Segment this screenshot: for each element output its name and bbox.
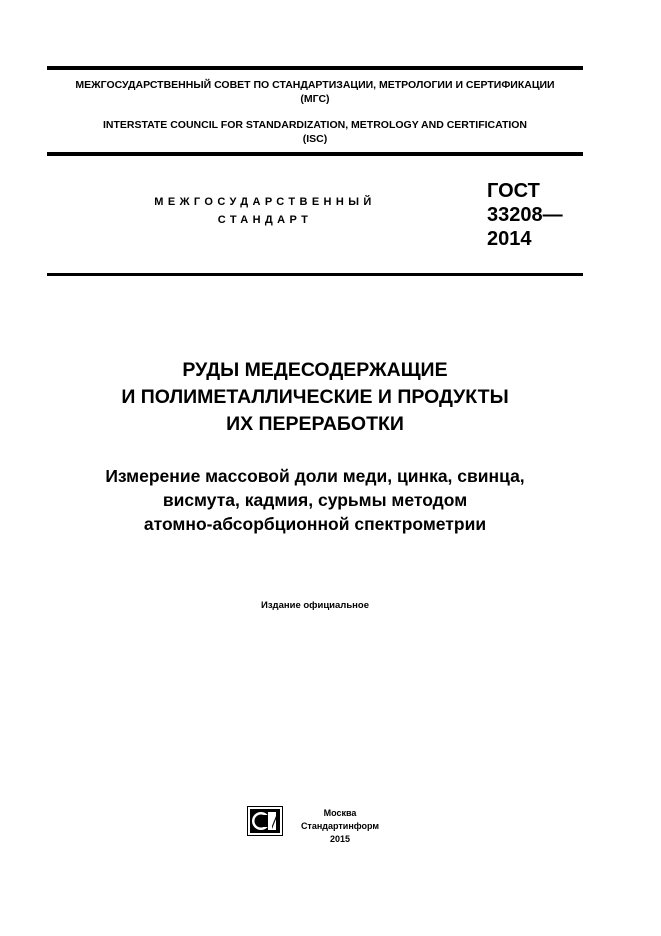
council-name-en: INTERSTATE COUNCIL FOR STANDARDIZATION, METROLOGY AND CERTIFICATION [102,119,528,131]
publisher-name: Стандартинформ [300,821,380,831]
standard-type-line1: МЕЖГОСУДАРСТВЕННЫЙ [154,196,376,208]
standard-type-line2: СТАНДАРТ [217,214,313,226]
council-name-ru: МЕЖГОСУДАРСТВЕННЫЙ СОВЕТ ПО СТАНДАРТИЗАЦИИ, МЕТРОЛОГИИ И СЕРТИФИКАЦИИ [75,79,555,91]
publisher-city: Москва [323,808,357,818]
logo-graphic [247,806,283,836]
title-line1: РУДЫ МЕДЕСОДЕРЖАЩИЕ [182,359,448,381]
top-rule [47,66,583,70]
gost-number: 33208— [487,204,563,226]
edition-label: Издание официальное [261,600,369,611]
council-abbr-en: (ISC) [302,133,328,145]
title-line3: ИХ ПЕРЕРАБОТКИ [226,413,404,435]
title-line2: И ПОЛИМЕТАЛЛИЧЕСКИЕ И ПРОДУКТЫ [121,386,509,408]
standartinform-logo-icon [247,806,283,836]
header-bottom-rule [47,273,583,276]
gost-year: 2014 [487,228,532,250]
subtitle-line3: атомно-абсорбционной спектрометрии [143,514,487,534]
council-abbr-ru: (МГС) [300,93,330,105]
subtitle-line1: Измерение массовой доли меди, цинка, свинца, [105,466,525,486]
gost-prefix: ГОСТ [487,180,540,202]
publisher-year: 2015 [329,834,351,844]
council-rule [47,152,583,156]
subtitle-line2: висмута, кадмия, сурьмы методом [162,490,468,510]
